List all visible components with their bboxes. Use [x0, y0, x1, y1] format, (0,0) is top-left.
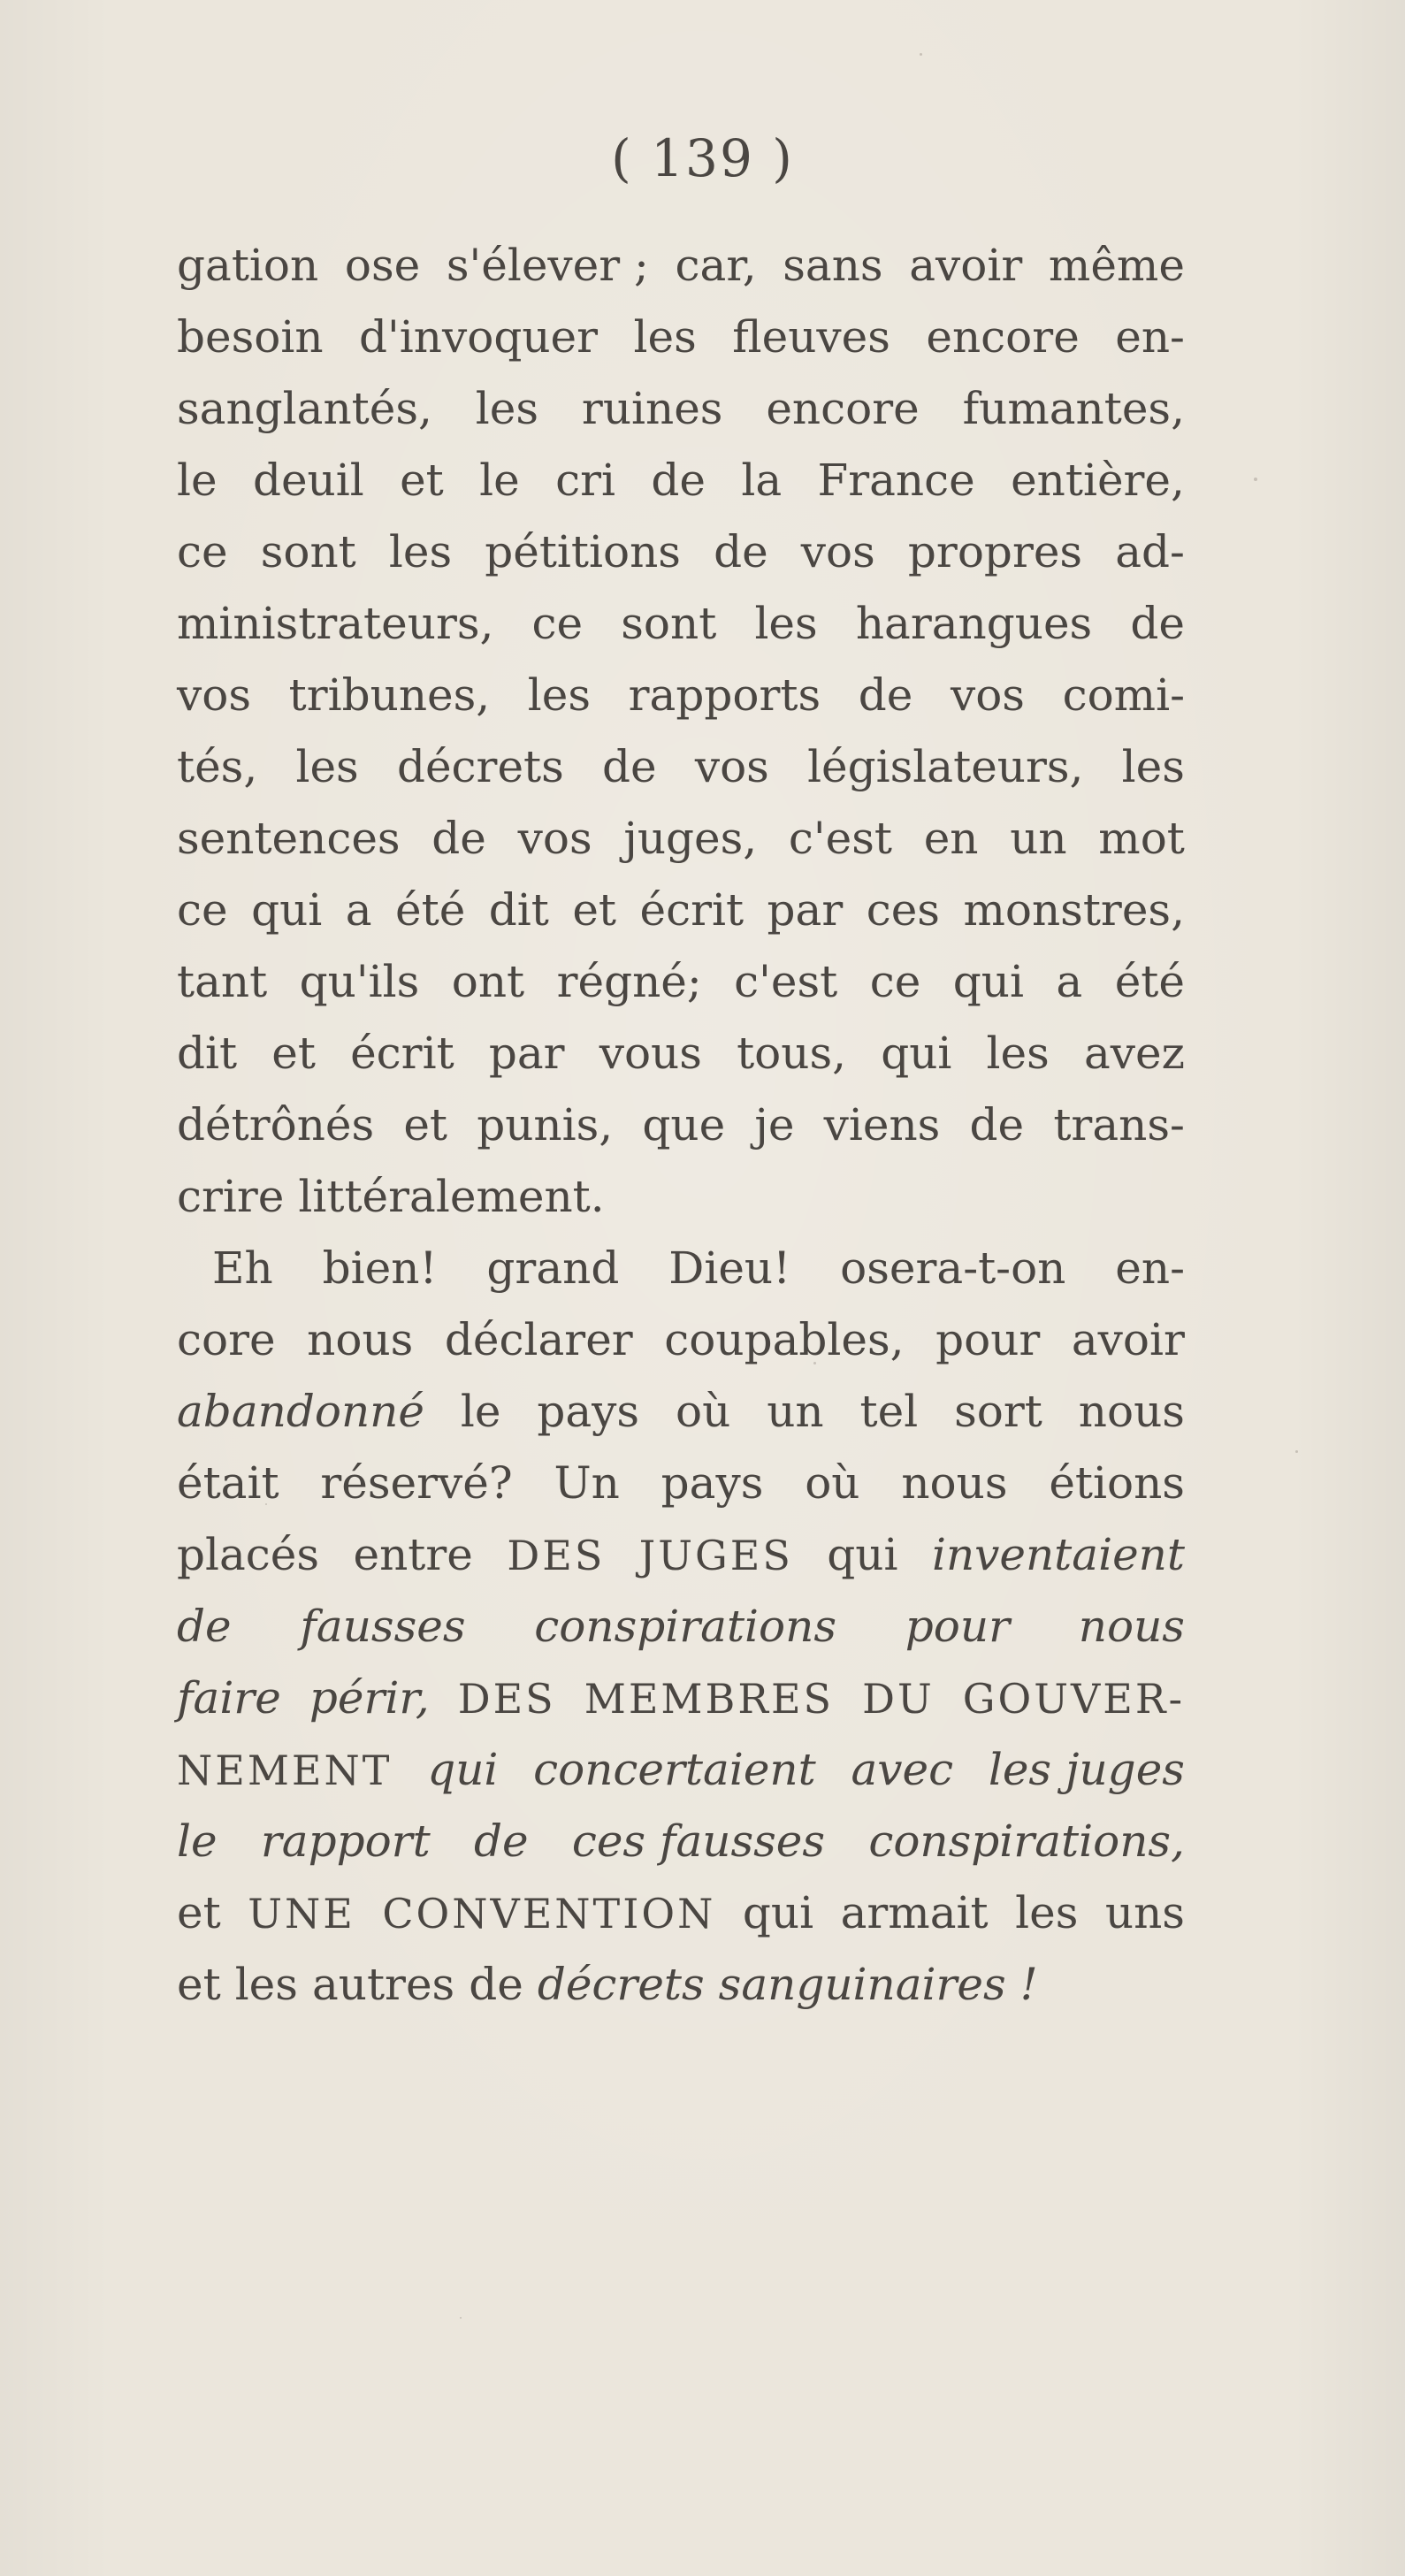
word: JUGES — [638, 1532, 793, 1579]
word: un — [767, 1386, 824, 1437]
word: le — [460, 1386, 501, 1437]
word: juges, — [623, 813, 758, 864]
word: littéralement. — [298, 1171, 605, 1222]
paper-speck — [1254, 478, 1257, 481]
word: faire — [177, 1672, 281, 1724]
text-line — [177, 1018, 1185, 1089]
word: de — [469, 1959, 523, 2010]
word: coupables, — [664, 1314, 905, 1365]
word: qui — [881, 1028, 952, 1079]
word: de — [177, 1601, 232, 1652]
word: punis, — [477, 1099, 614, 1150]
word: tribunes, — [288, 669, 491, 721]
word: législateurs, — [807, 741, 1084, 792]
word: la — [741, 455, 783, 506]
word: un — [1010, 813, 1067, 864]
word: déclarer — [444, 1314, 633, 1365]
body-text — [177, 230, 1185, 2021]
word: ministrateurs, — [177, 598, 494, 649]
word: vos — [950, 669, 1025, 721]
text-line — [177, 1519, 1185, 1591]
word: je — [754, 1099, 795, 1150]
text-line — [177, 302, 1185, 373]
word: propres — [907, 526, 1083, 577]
word: gation — [177, 240, 319, 291]
word: car, — [675, 240, 757, 291]
word: les — [633, 311, 697, 363]
word: sanglantés, — [177, 383, 432, 434]
text-line — [177, 875, 1185, 946]
word: de — [858, 669, 913, 721]
word: les — [1015, 1887, 1079, 1938]
word: sanguinaires ! — [718, 1959, 1038, 2010]
text-line — [177, 660, 1185, 731]
word: les — [986, 1028, 1050, 1079]
word: nous — [1078, 1386, 1185, 1437]
word: c'est — [788, 813, 892, 864]
paper-speck — [1295, 1450, 1298, 1453]
word: qui — [251, 884, 323, 936]
text-line — [177, 1877, 1185, 1949]
word: autres — [311, 1959, 455, 2010]
word: avoir — [1071, 1314, 1185, 1365]
word: nous — [901, 1457, 1008, 1509]
word: ce — [177, 526, 228, 577]
word: conspirations, — [868, 1815, 1185, 1867]
word: Dieu! — [668, 1242, 791, 1294]
word: étions — [1049, 1457, 1185, 1509]
text-line — [177, 1591, 1185, 1663]
text-line — [177, 946, 1185, 1018]
word: de — [969, 1099, 1025, 1150]
word: tés, — [177, 741, 258, 792]
word: MEMBRES — [584, 1675, 835, 1723]
word: périr, — [309, 1672, 430, 1724]
word: avec — [851, 1744, 954, 1795]
text-line — [177, 1161, 1185, 1233]
word: écrit — [350, 1028, 454, 1079]
word: été — [395, 884, 466, 936]
text-line — [177, 1448, 1185, 1519]
word: ont — [451, 956, 525, 1007]
word: core — [177, 1314, 276, 1365]
word: et — [177, 1959, 221, 2010]
word: sentences — [177, 813, 401, 864]
word: osera-t-on — [840, 1242, 1066, 1294]
word: pour — [905, 1601, 1010, 1652]
word: sont — [260, 526, 356, 577]
word: ce — [177, 884, 228, 936]
paper-speck — [460, 2317, 462, 2319]
word: ose — [344, 240, 421, 291]
word: dit — [488, 884, 549, 936]
word: DU — [862, 1675, 935, 1723]
word: tant — [177, 956, 268, 1007]
word: qu'ils — [299, 956, 420, 1007]
word: vos — [177, 669, 252, 721]
text-line — [177, 1376, 1185, 1448]
text-line — [177, 1734, 1185, 1806]
text-line — [177, 588, 1185, 660]
word: et — [400, 455, 444, 506]
word: de — [473, 1815, 529, 1867]
word: sans — [783, 240, 883, 291]
text-line — [177, 1304, 1185, 1376]
word: où — [805, 1457, 860, 1509]
word: NEMENT — [177, 1747, 393, 1794]
word: ruines — [581, 383, 723, 434]
word: de — [651, 455, 706, 506]
word: crire — [177, 1171, 285, 1222]
word: harangues — [855, 598, 1093, 649]
word: décrets — [396, 741, 564, 792]
word: vous — [599, 1028, 702, 1079]
word: pays — [537, 1386, 640, 1437]
text-line — [177, 1233, 1185, 1304]
word: rapport — [260, 1815, 431, 1867]
paper-speck — [265, 1503, 267, 1505]
word: c'est — [734, 956, 838, 1007]
word: a — [1056, 956, 1083, 1007]
text-line — [177, 1806, 1185, 1877]
word: d'invoquer — [359, 311, 599, 363]
word: qui — [742, 1887, 814, 1938]
word: tous, — [737, 1028, 847, 1079]
word: le — [177, 455, 218, 506]
word: était — [177, 1457, 279, 1509]
word: vos — [800, 526, 875, 577]
word: sont — [621, 598, 717, 649]
word: rapports — [628, 669, 821, 721]
word: inventaient — [931, 1529, 1185, 1580]
word: Eh — [212, 1242, 273, 1294]
word: même — [1048, 240, 1185, 291]
word: ce — [869, 956, 921, 1007]
word: qui — [427, 1744, 499, 1795]
word: de — [431, 813, 486, 864]
word: réservé? — [320, 1457, 513, 1509]
word: les — [1121, 741, 1185, 792]
word: le — [479, 455, 520, 506]
text-line — [177, 1663, 1185, 1734]
word: qui — [952, 956, 1024, 1007]
text-line — [177, 1089, 1185, 1161]
text-line — [177, 1949, 1185, 2021]
text-line — [177, 230, 1185, 302]
word: a — [345, 884, 372, 936]
word: UNE — [248, 1890, 355, 1938]
word: régné; — [556, 956, 702, 1007]
word: et — [403, 1099, 448, 1150]
word: monstres, — [963, 884, 1185, 936]
word: comi- — [1062, 669, 1185, 721]
word: les — [754, 598, 818, 649]
paper-speck — [813, 1362, 816, 1364]
word: DES — [507, 1532, 606, 1579]
word: ces fausses — [571, 1815, 826, 1867]
word: CONVENTION — [382, 1890, 716, 1938]
word: uns — [1104, 1887, 1185, 1938]
word: tel — [859, 1386, 919, 1437]
word: fumantes, — [962, 383, 1185, 434]
word: ce — [531, 598, 584, 649]
word: les juges — [988, 1744, 1185, 1795]
word: vos — [517, 813, 592, 864]
word: les — [475, 383, 539, 434]
word: GOUVER- — [962, 1675, 1185, 1723]
word: bien! — [322, 1242, 438, 1294]
word: détrônés — [177, 1099, 375, 1150]
word: en- — [1115, 311, 1185, 363]
word: que — [642, 1099, 726, 1150]
word: fausses — [300, 1601, 466, 1652]
page-number: ( 139 ) — [611, 128, 794, 188]
word: encore — [926, 311, 1080, 363]
word: Un — [554, 1457, 620, 1509]
word: écrit — [639, 884, 744, 936]
word: les — [295, 741, 359, 792]
word: placés — [177, 1529, 320, 1580]
word: abandonné — [177, 1386, 424, 1437]
word: où — [675, 1386, 731, 1437]
word: pétitions — [485, 526, 681, 577]
word: les — [234, 1959, 298, 2010]
word: ad- — [1115, 526, 1185, 577]
word: qui — [827, 1529, 898, 1580]
word: encore — [766, 383, 920, 434]
word: pour — [935, 1314, 1041, 1365]
paper-speck — [920, 53, 922, 56]
word: besoin — [177, 311, 324, 363]
word: deuil — [252, 455, 364, 506]
word: avoir — [909, 240, 1023, 291]
text-line — [177, 445, 1185, 516]
word: nous — [307, 1314, 414, 1365]
word: viens — [823, 1099, 941, 1150]
word: entière, — [1011, 455, 1185, 506]
word: ces — [866, 884, 940, 936]
word: de — [602, 741, 657, 792]
word: avez — [1083, 1028, 1185, 1079]
word: les — [527, 669, 592, 721]
word: par — [767, 884, 844, 936]
word: armait — [840, 1887, 989, 1938]
word: et — [572, 884, 617, 936]
word: en- — [1115, 1242, 1185, 1294]
word: et — [271, 1028, 316, 1079]
word: mot — [1098, 813, 1185, 864]
text-line — [177, 803, 1185, 875]
word: cri — [555, 455, 615, 506]
word: par — [488, 1028, 565, 1079]
word: dit — [177, 1028, 238, 1079]
word: grand — [486, 1242, 620, 1294]
word: concertaient — [533, 1744, 816, 1795]
word: fleuves — [732, 311, 890, 363]
word: DES — [457, 1675, 556, 1723]
word: pays — [661, 1457, 764, 1509]
text-line — [177, 516, 1185, 588]
word: entre — [353, 1529, 473, 1580]
word: France — [817, 455, 975, 506]
word: en — [923, 813, 979, 864]
word: s'élever ; — [446, 240, 649, 291]
word: nous — [1078, 1601, 1185, 1652]
word: vos — [694, 741, 769, 792]
word: trans- — [1053, 1099, 1185, 1150]
word: de — [714, 526, 768, 577]
word: été — [1114, 956, 1185, 1007]
word: le — [177, 1815, 218, 1867]
word: sort — [954, 1386, 1042, 1437]
word: conspirations — [534, 1601, 836, 1652]
text-line — [177, 731, 1185, 803]
text-line — [177, 373, 1185, 445]
word: décrets — [537, 1959, 705, 2010]
word: et — [177, 1887, 221, 1938]
word: les — [388, 526, 453, 577]
word: de — [1130, 598, 1185, 649]
